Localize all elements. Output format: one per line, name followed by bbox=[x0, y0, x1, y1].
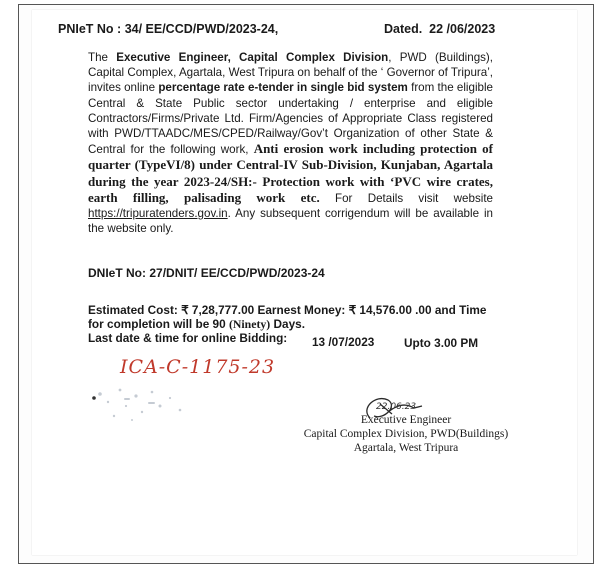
issuer-name: Executive Engineer, Capital Complex Division bbox=[116, 51, 389, 64]
earnest-money-label: Earnest Money: bbox=[257, 303, 346, 317]
body-text: from the eligible Central & State Public sector undertaking / enterprise and eligible Contractors/Firms/Private Ltd. Firm/Agencies of Appropriate Class registered with PWD/TTAADC/MES/CPED/Railway/Gov’t Organization of other State & Central for the following work, bbox=[88, 81, 493, 157]
earnest-money-value: ₹ 14,576.00 .00 bbox=[348, 303, 432, 317]
body-text: For Details visit website bbox=[319, 191, 493, 205]
signature-date-note: 22.06.23 bbox=[376, 402, 417, 412]
completion-time-unit: Days. bbox=[273, 317, 305, 331]
handwritten-reference: ICA-C-1175-23 bbox=[120, 356, 276, 378]
bidding-deadline-label: Last date & time for online Bidding: bbox=[88, 331, 288, 345]
pniet-label: PNIeT No : bbox=[58, 22, 122, 36]
tender-body-paragraph bbox=[88, 50, 493, 236]
faded-stamp-mark bbox=[90, 372, 200, 432]
dniet-line bbox=[88, 266, 325, 280]
work-description: Anti erosion work including protection of quarter (TypeVI/8) under Central-IV Sub-Division, Kunjaban, Agartala during the year 2023-24/SH:- Protection work with ‘PVC wire crates, earth filling, palisading work etc. bbox=[88, 141, 493, 205]
body-text: . Any subsequent corrigendum will be available in the website only. bbox=[88, 207, 493, 236]
completion-time-text: and Time for completion will be 90 bbox=[88, 303, 487, 331]
bidding-deadline-time: Upto 3.00 PM bbox=[404, 336, 479, 350]
estimated-cost-value: ₹ 7,28,777.00 bbox=[181, 303, 255, 317]
dated-value: 22 /06/2023 bbox=[429, 22, 496, 36]
body-text: , PWD (Buildings), Capital Complex, Agartala, West Tripura on behalf of the ‘ Governor of Tripura’, invites online bbox=[88, 51, 494, 95]
signatory-title: Executive Engineer bbox=[360, 414, 452, 426]
pniet-header bbox=[58, 22, 278, 36]
dated-label: Dated. bbox=[384, 22, 423, 36]
pniet-number: 34/ EE/CCD/PWD/2023-24, bbox=[124, 22, 279, 36]
tender-website-link[interactable]: https://tripuratenders.gov.in bbox=[88, 207, 228, 221]
completion-time-words: (Ninety) bbox=[228, 317, 271, 331]
estimated-cost-label: Estimated Cost: bbox=[88, 303, 178, 317]
signature-block bbox=[296, 396, 516, 455]
bidding-deadline-date: 13 /07/2023 bbox=[312, 335, 375, 349]
signatory-division: Capital Complex Division, PWD(Buildings) bbox=[303, 428, 509, 440]
dniet-number: 27/DNIT/ EE/CCD/PWD/2023-24 bbox=[149, 266, 325, 280]
body-text: The bbox=[88, 51, 117, 64]
dniet-label: DNIeT No: bbox=[88, 266, 146, 280]
dated-line bbox=[384, 22, 495, 36]
tender-type: percentage rate e-tender in single bid system bbox=[158, 81, 408, 95]
signatory-location: Agartala, West Tripura bbox=[353, 442, 459, 454]
cost-details bbox=[88, 303, 498, 331]
